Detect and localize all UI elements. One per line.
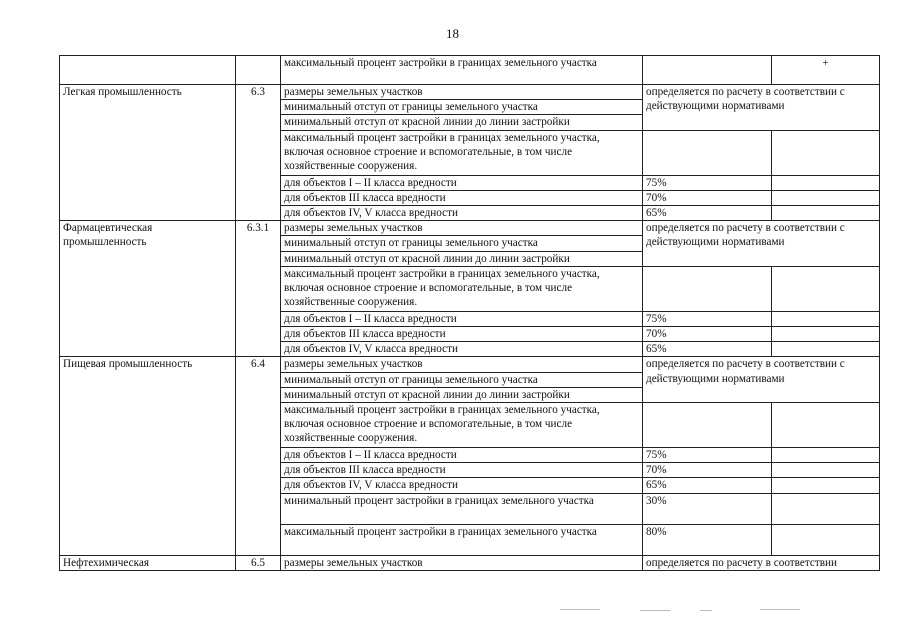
section-name: Фармацевтическая промышленность [60,221,236,357]
mark-cell [772,403,880,448]
parameter-cell: для объектов I – II класса вредности [281,311,643,326]
value-cell [643,403,772,448]
parameter-cell: минимальный отступ от красной линии до линии застройки [281,115,643,130]
value-cell [643,130,772,175]
parameter-cell: максимальный процент застройки в границах земельного участка, включая основное строение и вспомогательные, в том числе хозяйственные сооружения. [281,130,643,175]
mark-cell [772,478,880,493]
value-cell: 80% [643,524,772,555]
parameter-cell: для объектов III класса вредности [281,463,643,478]
mark-cell [772,493,880,524]
mark-cell [772,206,880,221]
normative-value-cell: определяется по расчету в соответствии с действующими нормативами [643,357,880,403]
mark-cell [772,311,880,326]
section-code: 6.3.1 [236,221,281,357]
table-row [60,357,880,372]
section-name: Пищевая промышленность [60,357,236,555]
parameter-cell: для объектов IV, V класса вредности [281,478,643,493]
value-cell [643,56,772,85]
parameter-cell: максимальный процент застройки в границах земельного участка [281,524,643,555]
value-cell: 65% [643,342,772,357]
table-row [60,85,880,100]
code-cell [236,56,281,85]
scan-artifact [700,610,712,611]
parameter-cell: размеры земельных участков [281,221,643,236]
section-code: 6.4 [236,357,281,555]
parameter-cell: размеры земельных участков [281,85,643,100]
mark-cell [772,342,880,357]
value-cell: 65% [643,478,772,493]
mark-cell [772,327,880,342]
parameter-cell: минимальный отступ от границы земельного участка [281,100,643,115]
scan-artifact [560,609,600,610]
mark-cell [772,266,880,311]
table-row [60,221,880,236]
normative-value-cell: определяется по расчету в соответствии с действующими нормативами [643,221,880,267]
parameter-cell: минимальный отступ от границы земельного участка [281,372,643,387]
value-cell: 75% [643,175,772,190]
value-cell: 65% [643,206,772,221]
value-cell: 75% [643,448,772,463]
parameter-cell: максимальный процент застройки в границах земельного участка [281,56,643,85]
parameter-cell: минимальный отступ от границы земельного участка [281,236,643,251]
value-cell: 30% [643,493,772,524]
page-number: 18 [446,26,459,41]
parameter-cell: максимальный процент застройки в границах земельного участка, включая основное строение и вспомогательные, в том числе хозяйственные сооружения. [281,266,643,311]
mark-cell [772,524,880,555]
normative-value-cell: определяется по расчету в соответствии [643,555,880,570]
parameter-cell: минимальный процент застройки в границах земельного участка [281,493,643,524]
scan-artifact [640,610,670,611]
value-cell: 75% [643,311,772,326]
section-name: Легкая промышленность [60,85,236,221]
value-cell: 70% [643,463,772,478]
parameter-cell: размеры земельных участков [281,555,643,570]
normative-value-cell: определяется по расчету в соответствии с действующими нормативами [643,85,880,131]
mark-cell [772,463,880,478]
name-cell [60,56,236,85]
parameter-cell: для объектов III класса вредности [281,327,643,342]
parameter-cell: для объектов I – II класса вредности [281,448,643,463]
parameter-cell: минимальный отступ от красной линии до линии застройки [281,251,643,266]
mark-cell [772,175,880,190]
mark-cell: + [772,56,880,85]
value-cell: 70% [643,190,772,205]
table-row [60,555,880,570]
section-name: Нефтехимическая [60,555,236,570]
parameter-cell: для объектов I – II класса вредности [281,175,643,190]
section-code: 6.3 [236,85,281,221]
parameter-cell: размеры земельных участков [281,357,643,372]
parameter-cell: максимальный процент застройки в границах земельного участка, включая основное строение и вспомогательные, в том числе хозяйственные сооружения. [281,403,643,448]
parameter-cell: минимальный отступ от красной линии до линии застройки [281,387,643,402]
mark-cell [772,190,880,205]
parameter-cell: для объектов III класса вредности [281,190,643,205]
scan-artifact [760,609,800,610]
section-code: 6.5 [236,555,281,570]
value-cell [643,266,772,311]
regulations-table [59,55,880,571]
value-cell: 70% [643,327,772,342]
parameter-cell: для объектов IV, V класса вредности [281,342,643,357]
table-row [60,56,880,85]
parameter-cell: для объектов IV, V класса вредности [281,206,643,221]
mark-cell [772,130,880,175]
mark-cell [772,448,880,463]
